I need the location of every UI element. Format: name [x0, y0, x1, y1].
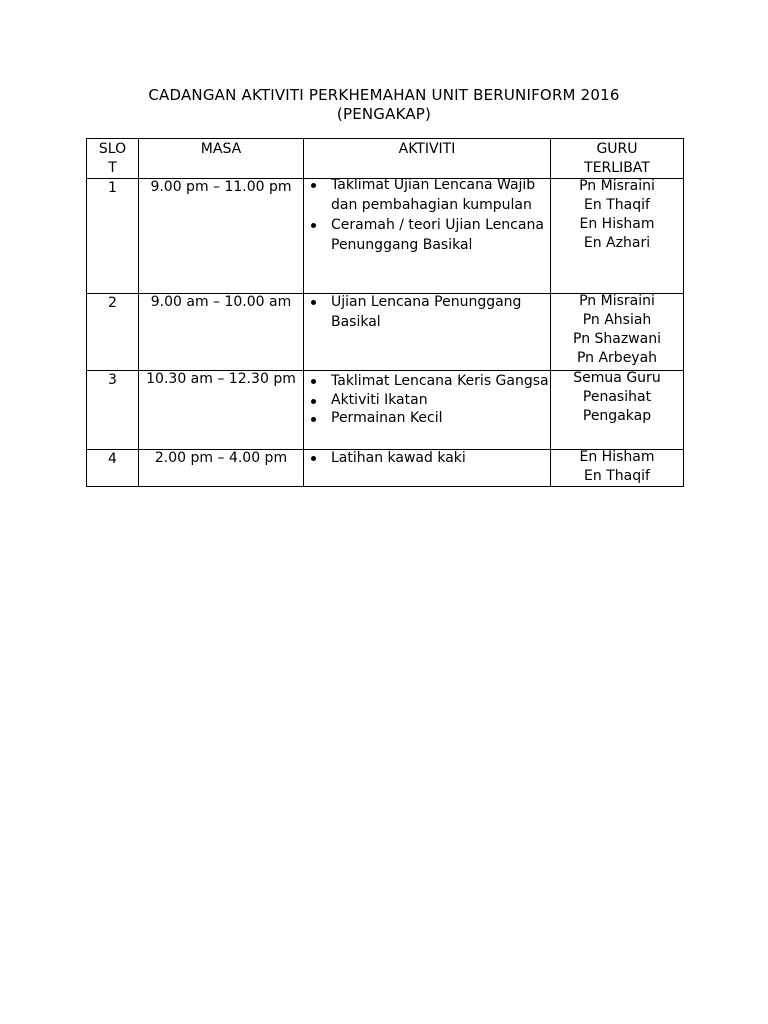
list-item: Latihan kawad kaki	[331, 448, 550, 468]
header-aktiviti-label: AKTIVITI	[398, 141, 456, 157]
guru-cell	[551, 371, 684, 450]
header-aktiviti	[304, 139, 551, 179]
header-guru-line-1: GURU	[596, 141, 638, 157]
list-item: Taklimat Lencana Keris Gangsa	[331, 373, 549, 389]
document-title	[86, 86, 682, 124]
guru-name: Semua Guru	[573, 370, 661, 386]
masa-cell: 2.00 pm – 4.00 pm	[139, 450, 304, 487]
header-guru	[551, 139, 684, 179]
header-masa	[139, 139, 304, 179]
header-masa-label: MASA	[200, 141, 242, 157]
slot-cell: 2	[87, 294, 139, 371]
guru-name: En Hisham	[579, 449, 655, 465]
guru-name: En Thaqif	[584, 197, 650, 213]
list-item: Permainan Kecil	[331, 409, 550, 427]
list-item: Aktiviti Ikatan	[331, 391, 550, 409]
aktiviti-cell	[304, 450, 551, 487]
guru-name: Pn Misraini	[579, 293, 655, 309]
masa-cell: 9.00 pm – 11.00 pm	[139, 179, 304, 294]
aktiviti-cell	[304, 371, 551, 450]
guru-cell	[551, 294, 684, 371]
title-line-2: (PENGAKAP)	[336, 105, 432, 123]
header-slot-line-2: T	[108, 160, 117, 176]
list-item: Taklimat Ujian Lencana Wajib dan pembahagian kumpulan	[331, 175, 550, 215]
masa-cell: 9.00 am – 10.00 am	[139, 294, 304, 371]
table-row	[87, 450, 684, 487]
table-header-row	[87, 139, 684, 179]
slot-cell: 4	[87, 450, 139, 487]
guru-name: Pn Arbeyah	[576, 350, 658, 366]
aktiviti-cell	[304, 294, 551, 371]
guru-name: En Thaqif	[584, 468, 650, 484]
guru-cell	[551, 179, 684, 294]
guru-name: En Azhari	[583, 235, 651, 251]
guru-name: Pengakap	[582, 408, 652, 424]
guru-name: En Hisham	[579, 216, 655, 232]
guru-cell	[551, 450, 684, 487]
guru-name: Penasihat	[582, 389, 652, 405]
masa-cell: 10.30 am – 12.30 pm	[139, 371, 304, 450]
guru-name: Pn Shazwani	[573, 331, 661, 347]
aktiviti-cell	[304, 179, 551, 294]
title-line-1: CADANGAN AKTIVITI PERKHEMAHAN UNIT BERUNIFORM 2016	[148, 86, 620, 104]
table-row	[87, 371, 684, 450]
list-item: Ujian Lencana Penunggang Basikal	[331, 292, 550, 332]
slot-cell: 1	[87, 179, 139, 294]
guru-name: Pn Misraini	[579, 178, 655, 194]
activity-schedule-table	[86, 138, 684, 487]
list-item: Ceramah / teori Ujian Lencana Penunggang Basikal	[331, 215, 550, 255]
table-row	[87, 294, 684, 371]
slot-cell: 3	[87, 371, 139, 450]
table-row	[87, 179, 684, 294]
header-slot	[87, 139, 139, 179]
guru-name: Pn Ahsiah	[582, 312, 652, 328]
header-guru-line-2: TERLIBAT	[584, 160, 650, 176]
header-slot-line-1: SLO	[98, 141, 127, 157]
